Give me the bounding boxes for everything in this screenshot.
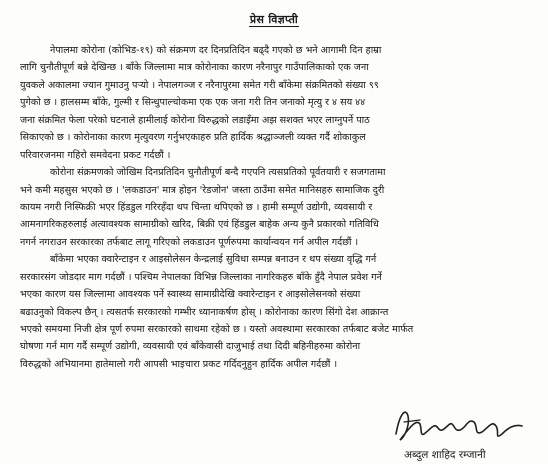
document-body bbox=[20, 42, 532, 373]
body-line: जना संक्रमित फेला परेको घटनाले हामीलाई कोरोना विरुद्धको लडाइँमा अझ सशक्त भएर लाग्नुपर्ने पाठ bbox=[20, 114, 370, 126]
body-line: पुगेको छ । हालसम्म बाँके, गुल्मी र सिन्धुपाल्चोकमा एक एक जना गरी तिन जनाको मृत्यु र ४ सय ४४ bbox=[20, 97, 366, 109]
signature-icon bbox=[390, 404, 540, 452]
body-line: कोरोना संक्रमणको जोखिम दिनप्रतिदिन चुनौतीपूर्ण बन्दै गएपनि त्यसप्रतिको पूर्वतयारी र सजगतामा bbox=[50, 167, 386, 179]
body-line: कायम नगरी निस्फिक्री भएर हिंडडुल गरिरहँदा थप चिन्ता थपिएको छ । हामी सम्पूर्ण उद्योगी, व्यवसायी र bbox=[20, 201, 373, 213]
body-line: युवकले अकालमा ज्यान गुमाउनु पऱ्यो । नेपालगञ्ज र नरैनापुरमा समेत गरी बाँकेमा संक्रमितको संख्या ९९ bbox=[20, 79, 379, 91]
body-line: घोषणा गर्न माग गर्दै सम्पूर्ण उद्योगी, व्यवसायी एवं बाँकेवासी दाजुभाई तथा दिदी बहिनीहरुमा कोरोना bbox=[20, 341, 361, 353]
document-title bbox=[0, 12, 548, 27]
body-line: नेपालमा कोरोना (कोभिड-१९) को संक्रमण दर दिनप्रतिदिन बढ्दै गएको छ भने आगामी दिन हाम्रा bbox=[50, 45, 382, 56]
body-line: लागि चुनौतीपूर्ण बन्ने देखिन्छ । बाँके जिल्लामा मात्र कोरोनाका कारण नरैनापुर गाउँपालिकाको एक जना bbox=[20, 62, 369, 74]
title-text: प्रेस विज्ञप्ती bbox=[249, 13, 299, 26]
body-line: भएको समयमा निजी क्षेत्र पूर्ण रुपमा सरकारको साथमा रहेको छ । यस्तो अवस्थामा सरकारका तर्फबाट बजेट मार्फत bbox=[20, 324, 414, 335]
signer-name: अब्दुल शाहिद रम्जानी bbox=[404, 449, 486, 461]
body-line: नगर्न नगराउन सरकारका तर्फबाट लागू गरिएको लकडाउन पूर्णरुपमा कार्यान्वयन गर्न अपील गर्दछौं । bbox=[20, 236, 359, 248]
body-line: आमनागरिकहरुलाई अत्यावश्यक सामाग्रीको खरिद, बिक्री एवं हिंडडुल बाहेक अन्य कुनै प्रकारको गतिविधि bbox=[20, 219, 379, 231]
body-line: विरुद्धको अभियानमा हातेमालो गरी आपसी भाइचारा प्रकट गर्दिदनुहुन हार्दिक अपील गर्दछौं । bbox=[20, 358, 338, 370]
body-line: परिवारजनमा गहिरो समवेदना प्रकट गर्दछौं । bbox=[20, 149, 171, 161]
body-line: भएका कारण यस जिल्लामा आवश्यक पर्ने स्वास्थ्य सामाग्रीदेखि क्वारेन्टाइन र आइसोलेसनको संख्या bbox=[20, 289, 361, 301]
body-line: बाँकेमा भएका क्वारेन्टाइन र आइसोलेसन केन्द्रलाई सुविधा सम्पन्न बनाउन र थप संख्या वृद्धि गर्न bbox=[50, 254, 377, 266]
body-line: सरकारसंग जोडदार माग गर्दछौं । पश्चिम नेपालका विभिन्न जिल्लाका नागरिकहरु बाँके हुँदै नेपाल प्रवेश गर्ने bbox=[20, 271, 382, 283]
body-line: बढाउनुको विकल्प छैन् । त्यसतर्फ सरकारको गम्भीर ध्यानाकर्षण होस् । कोरोनाका कारण सिंगो देश आक्रान्त bbox=[20, 306, 389, 318]
body-line: सिकाएको छ । कोरोनाका कारण मृत्युवरण गर्नुभएकाहरु प्रति हार्दिक श्रद्धाञ्जली व्यक्त गर्दै शोकाकुल bbox=[20, 132, 366, 144]
body-line: भने कमी महसुस भएको छ । 'लकडाउन' मात्र होइन 'रेडजोन' जस्ता ठाउँमा समेत मानिसहरु सामाजिक दुरी bbox=[20, 184, 385, 196]
